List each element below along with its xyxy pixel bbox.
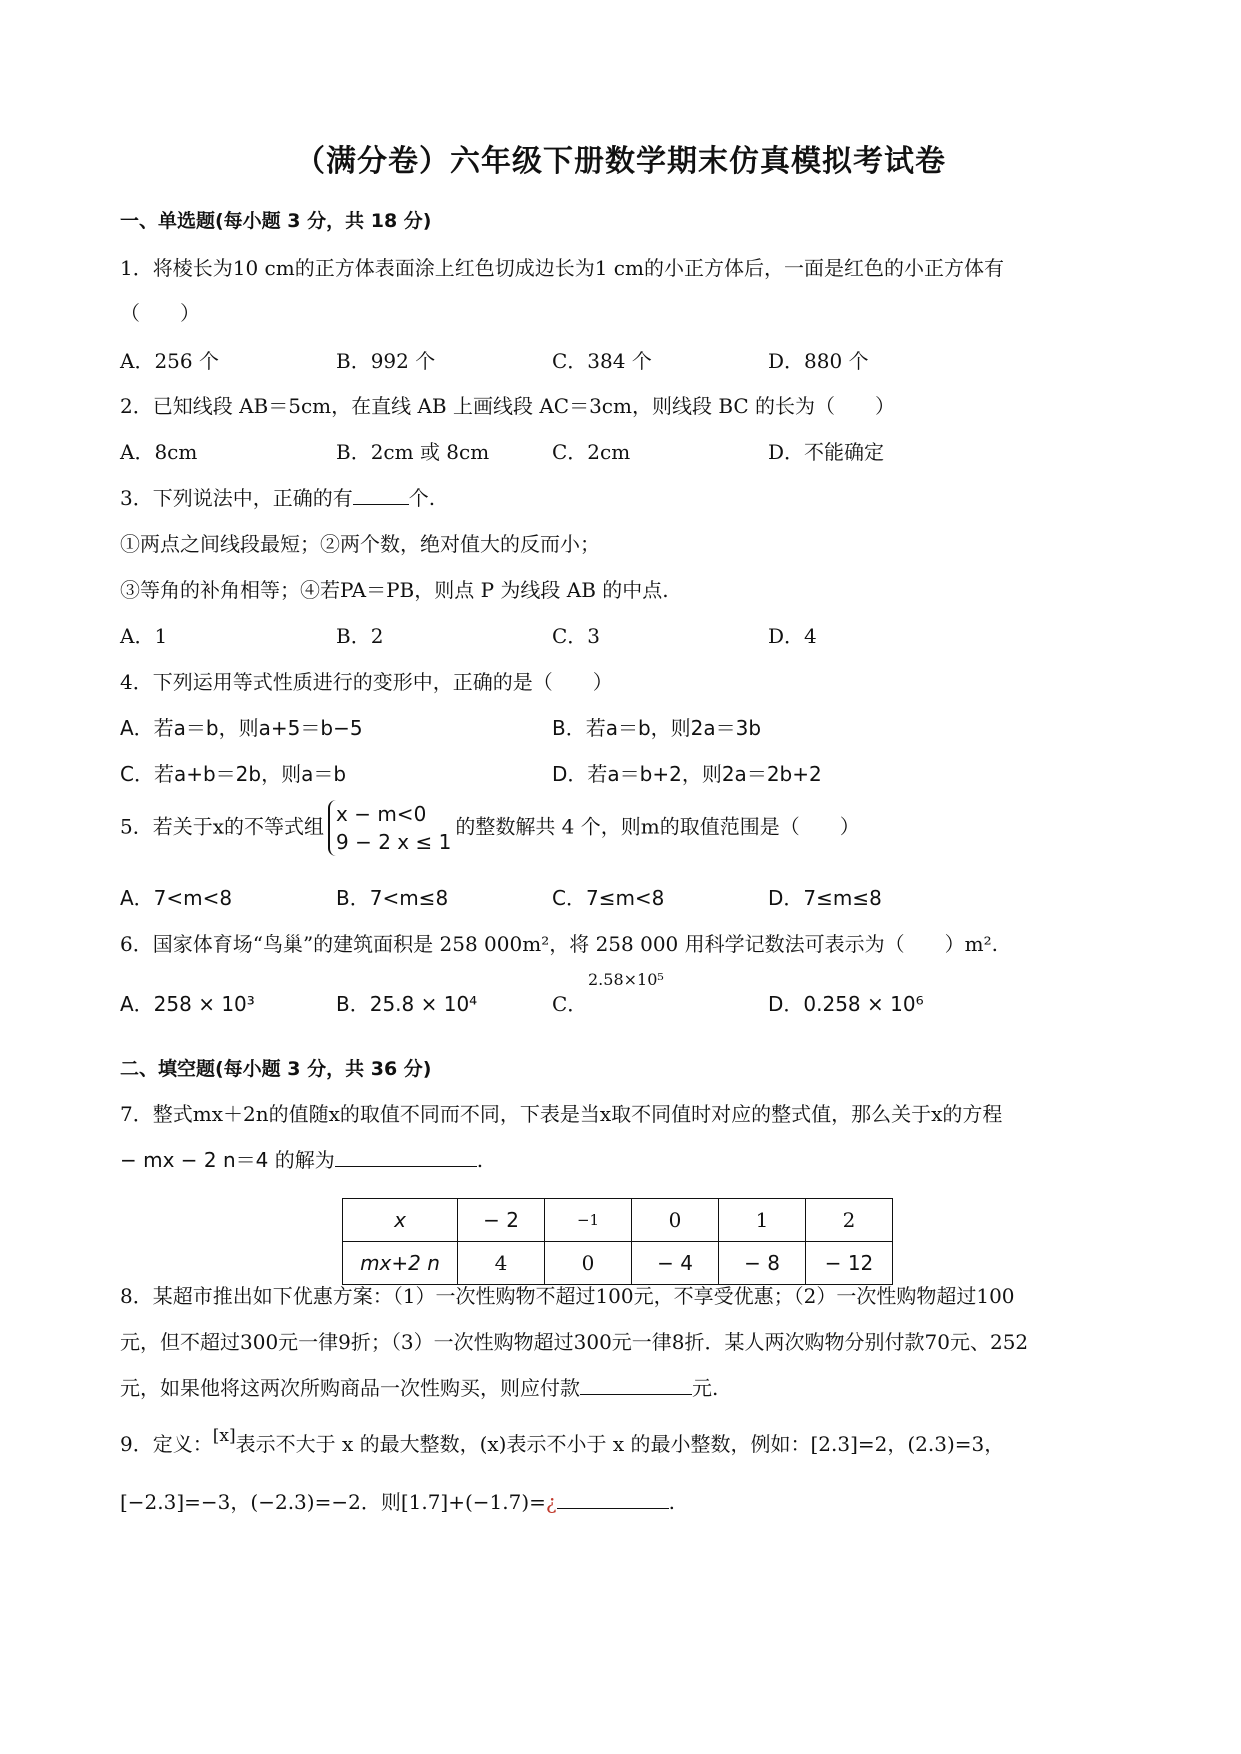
q9-stem-line2: [120, 1486, 675, 1515]
q1-option-b: B．992 个: [336, 349, 436, 373]
q7-answer-blank[interactable]: [335, 1148, 477, 1167]
table-cell: x: [343, 1199, 458, 1242]
q5-inequality-2: 9 − 2 x ≤ 1: [336, 830, 452, 854]
q5-option-b: B．7<m≤8: [336, 886, 449, 910]
q8-stem-tail: 元.: [692, 1376, 719, 1400]
q9-answer-blank[interactable]: [557, 1490, 669, 1509]
table-row: [343, 1242, 893, 1285]
q4-option-d: D．若a＝b+2，则2a＝2b+2: [552, 762, 822, 786]
q1-stem-line2: （ ）: [120, 301, 200, 325]
q3-stem-tail: 个.: [408, 486, 436, 510]
q7-value-table: [342, 1198, 893, 1285]
table-cell: − 4: [632, 1242, 719, 1285]
q5-inequality-1: x − m<0: [336, 802, 427, 826]
exam-title: （满分卷）六年级下册数学期末仿真模拟考试卷: [295, 144, 946, 179]
q7-equation: − mx − 2 n＝4 的解为: [120, 1148, 335, 1172]
q6-stem: 6．国家体育场“鸟巢”的建筑面积是 258 000m²，将 258 000 用科学记数法可表示为（ ）m².: [120, 932, 998, 956]
q9-stem-line1: [120, 1428, 1004, 1457]
q5-option-d: D．7≤m≤8: [768, 886, 882, 910]
q1-option-a: A．256 个: [120, 349, 219, 373]
q5-stem: [120, 800, 860, 856]
section-heading-single-choice: 一、单选题(每小题 3 分，共 18 分): [120, 210, 432, 232]
q9-floor-notation: [x]: [212, 1426, 236, 1446]
table-cell: 2: [806, 1199, 893, 1242]
q3-option-b: B．2: [336, 624, 384, 648]
q4-stem: 4．下列运用等式性质进行的变形中，正确的是（ ）: [120, 670, 613, 694]
q3-option-d: D．4: [768, 624, 817, 648]
q9-tail: .: [668, 1490, 676, 1514]
q5-option-c: C．7≤m<8: [552, 886, 665, 910]
q2-stem: 2．已知线段 AB＝5cm，在直线 AB 上画线段 AC＝3cm，则线段 BC 的长为（ ）: [120, 394, 896, 418]
q6-option-b: B．25.8 × 10⁴: [336, 992, 478, 1016]
q2-option-b: B．2cm 或 8cm: [336, 440, 490, 464]
q4-option-a: A．若a＝b，则a+5＝b−5: [120, 716, 363, 740]
q5-stem-suffix: 的整数解共 4 个，则m的取值范围是（ ）: [455, 814, 860, 839]
q2-option-a: A．8cm: [120, 440, 198, 464]
q3-stem: [120, 482, 435, 511]
q4-option-c: C．若a+b＝2b，则a＝b: [120, 762, 347, 786]
q5-option-a: A．7<m<8: [120, 886, 233, 910]
q6-option-c-label: C．: [552, 992, 588, 1016]
q8-stem-line2: 元，但不超过300元一律9折；（3）一次性购物超过300元一律8折．某人两次购物分别付款70元、252: [120, 1330, 1029, 1354]
table-cell: 0: [545, 1242, 632, 1285]
table-cell: − 8: [719, 1242, 806, 1285]
q1-stem-line1: 1．将棱长为10 cm的正方体表面涂上红色切成边长为1 cm的小正方体后，一面是红色的小正方体有: [120, 256, 1004, 280]
q1-option-d: D．880 个: [768, 349, 869, 373]
q6-option-c-value: 2.58×10⁵: [588, 970, 664, 989]
table-cell: mx+2 n: [343, 1242, 458, 1285]
q5-stem-prefix: 5．若关于x的不等式组: [120, 814, 325, 839]
q3-statement-line2: ③等角的补角相等；④若PA＝PB，则点 P 为线段 AB 的中点.: [120, 578, 669, 602]
q3-stem-text: 3．下列说法中，正确的有: [120, 486, 353, 510]
q9-expression: [−2.3]=−3，(−2.3)=−2．则[1.7]+(−1.7)=: [120, 1490, 546, 1514]
q8-stem-text: 元，如果他将这两次所购商品一次性购买，则应付款: [120, 1376, 580, 1400]
q8-stem-line1: 8．某超市推出如下优惠方案：（1）一次性购物不超过100元，不享受优惠；（2）一次性购物超过100: [120, 1284, 1015, 1308]
q6-option-d: D．0.258 × 10⁶: [768, 992, 924, 1016]
q3-statement-line1: ①两点之间线段最短；②两个数，绝对值大的反而小；: [120, 532, 600, 556]
q9-prefix: 9．定义：: [120, 1432, 213, 1456]
q7-stem-line1: 7．整式mx＋2n的值随x的取值不同而不同，下表是当x取不同值时对应的整式值，那么关于x的方程: [120, 1102, 1003, 1126]
q7-stem-line2: − mx − 2 n＝4 的解为 .: [120, 1148, 484, 1172]
table-cell: − 2: [458, 1199, 545, 1242]
q2-option-c: C．2cm: [552, 440, 631, 464]
table-cell: 1: [719, 1199, 806, 1242]
table-cell: − 12: [806, 1242, 893, 1285]
q5-inequality-system: [328, 800, 451, 856]
q2-option-d: D．不能确定: [768, 440, 885, 464]
q4-option-b: B．若a＝b，则2a＝3b: [552, 716, 762, 740]
q6-option-a: A．258 × 10³: [120, 992, 255, 1016]
q3-option-c: C．3: [552, 624, 601, 648]
q9-definition: 表示不大于 x 的最大整数，(x)表示不小于 x 的最小整数，例如：[2.3]=2，(2.3)=3，: [235, 1432, 1005, 1456]
q1-option-c: C．384 个: [552, 349, 652, 373]
table-cell: 4: [458, 1242, 545, 1285]
q3-answer-blank[interactable]: [353, 486, 409, 505]
q3-option-a: A．1: [120, 624, 168, 648]
q8-answer-blank[interactable]: [580, 1376, 692, 1395]
q9-render-marker: ¿: [545, 1490, 557, 1514]
table-cell: −1: [545, 1199, 632, 1242]
section-heading-fill-in: 二、填空题(每小题 3 分，共 36 分): [120, 1058, 432, 1080]
table-cell: 0: [632, 1199, 719, 1242]
q8-stem-line3: [120, 1372, 718, 1401]
table-row: [343, 1199, 893, 1242]
